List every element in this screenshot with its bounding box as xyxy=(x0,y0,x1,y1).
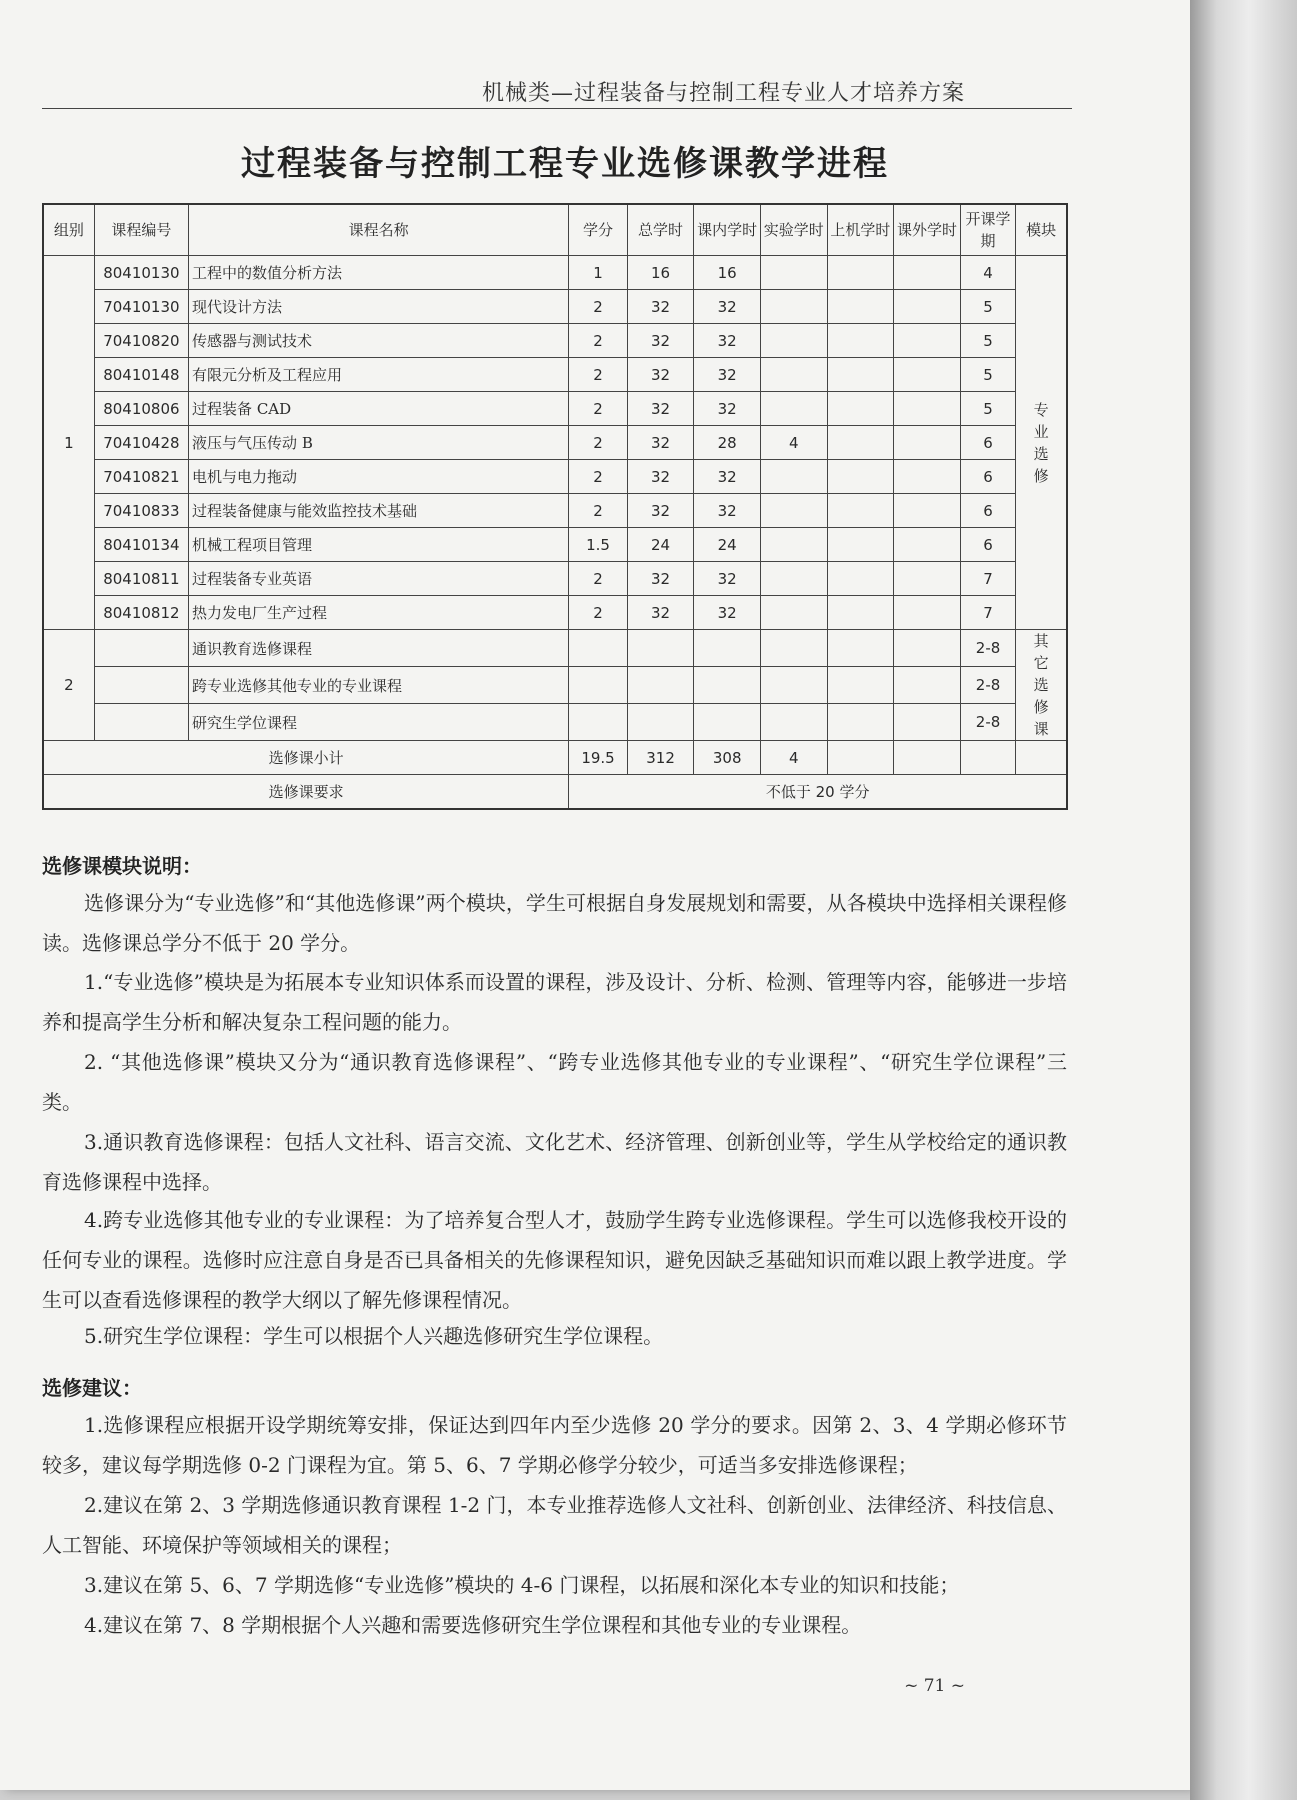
course-name: 电机与电力拖动 xyxy=(189,460,569,494)
empty-cell xyxy=(827,630,894,667)
header-name: 课程名称 xyxy=(189,204,569,256)
course-lab-hours xyxy=(761,494,828,528)
course-code: 80410812 xyxy=(94,596,188,630)
empty-cell xyxy=(694,630,761,667)
course-extra-hours xyxy=(894,460,961,494)
subtotal-row xyxy=(43,741,1067,775)
course-class-hours: 32 xyxy=(694,358,761,392)
course-code: 80410130 xyxy=(94,256,188,290)
empty-cell xyxy=(627,667,694,704)
table-row xyxy=(43,324,1067,358)
course-name: 机械工程项目管理 xyxy=(189,528,569,562)
header-extra-hours: 课外学时 xyxy=(894,204,961,256)
course-total-hours: 32 xyxy=(627,426,694,460)
course-name: 传感器与测试技术 xyxy=(189,324,569,358)
course-extra-hours xyxy=(894,426,961,460)
running-header: 机械类—过程装备与控制工程专业人才培养方案 xyxy=(481,81,965,106)
course-class-hours: 32 xyxy=(694,460,761,494)
course-credit: 2 xyxy=(569,324,627,358)
empty-cell xyxy=(761,630,828,667)
empty-cell xyxy=(569,704,627,741)
header-rule xyxy=(42,108,1072,109)
header-total-hours: 总学时 xyxy=(627,204,694,256)
course-computer-hours xyxy=(827,290,894,324)
empty-cell xyxy=(894,704,961,741)
course-total-hours: 32 xyxy=(627,392,694,426)
course-lab-hours xyxy=(761,562,828,596)
course-semester: 5 xyxy=(960,324,1015,358)
course-name: 现代设计方法 xyxy=(189,290,569,324)
table-row xyxy=(43,596,1067,630)
paragraph: 5.研究生学位课程：学生可以根据个人兴趣选修研究生学位课程。 xyxy=(84,1324,664,1348)
paragraph: 3.通识教育选修课程：包括人文社科、语言交流、文化艺术、经济管理、创新创业等，学生从学校给定的通识教育选修课程中选择。 xyxy=(42,1130,1067,1194)
course-semester: 2-8 xyxy=(960,630,1015,667)
course-name: 液压与气压传动 B xyxy=(189,426,569,460)
course-credit: 2 xyxy=(569,290,627,324)
advice-section-heading: 选修建议： xyxy=(42,1376,142,1400)
course-lab-hours: 4 xyxy=(761,426,828,460)
empty-cell xyxy=(569,667,627,704)
table-row xyxy=(43,290,1067,324)
course-total-hours: 32 xyxy=(627,494,694,528)
course-credit: 2 xyxy=(569,494,627,528)
course-code: 70410130 xyxy=(94,290,188,324)
course-semester: 4 xyxy=(960,256,1015,290)
paragraph: 1.“专业选修”模块是为拓展本专业知识体系而设置的课程，涉及设计、分析、检测、管理等内容，能够进一步培养和提高学生分析和解决复杂工程问题的能力。 xyxy=(42,970,1067,1034)
course-code: 80410806 xyxy=(94,392,188,426)
course-semester: 5 xyxy=(960,290,1015,324)
course-class-hours: 32 xyxy=(694,290,761,324)
course-lab-hours xyxy=(761,392,828,426)
course-total-hours: 32 xyxy=(627,460,694,494)
course-extra-hours xyxy=(894,256,961,290)
course-name: 跨专业选修其他专业的专业课程 xyxy=(189,667,569,704)
header-lab-hours: 实验学时 xyxy=(761,204,828,256)
empty-cell xyxy=(761,704,828,741)
table-row xyxy=(43,494,1067,528)
page-title: 过程装备与控制工程专业选修课教学进程 xyxy=(241,144,889,184)
requirement-row xyxy=(43,775,1067,810)
course-computer-hours xyxy=(827,426,894,460)
empty-cell xyxy=(761,667,828,704)
course-name: 工程中的数值分析方法 xyxy=(189,256,569,290)
course-semester: 7 xyxy=(960,596,1015,630)
requirement-value: 不低于 20 学分 xyxy=(569,775,1067,810)
course-extra-hours xyxy=(894,324,961,358)
course-name: 过程装备 CAD xyxy=(189,392,569,426)
course-computer-hours xyxy=(827,324,894,358)
subtotal-lab-hours: 4 xyxy=(761,741,828,775)
empty-cell xyxy=(827,741,894,775)
page-edge-shadow xyxy=(1190,0,1297,1800)
course-credit: 2 xyxy=(569,562,627,596)
course-lab-hours xyxy=(761,460,828,494)
table-header-row xyxy=(43,204,1067,256)
course-name: 热力发电厂生产过程 xyxy=(189,596,569,630)
course-name: 有限元分析及工程应用 xyxy=(189,358,569,392)
course-computer-hours xyxy=(827,494,894,528)
course-total-hours: 32 xyxy=(627,562,694,596)
empty-cell xyxy=(627,704,694,741)
course-name: 研究生学位课程 xyxy=(189,704,569,741)
subtotal-total-hours: 312 xyxy=(627,741,694,775)
paragraph: 1.选修课程应根据开设学期统筹安排，保证达到四年内至少选修 20 学分的要求。因第 2、3、4 学期必修环节较多，建议每学期选修 0-2 门课程为宜。第 5、6、7 学期必修学分较少，可适当多安排选修课程； xyxy=(42,1413,1067,1477)
course-class-hours: 32 xyxy=(694,494,761,528)
course-computer-hours xyxy=(827,528,894,562)
course-code xyxy=(94,667,188,704)
table-row xyxy=(43,426,1067,460)
table-row xyxy=(43,630,1067,667)
course-code xyxy=(94,704,188,741)
course-code: 80410811 xyxy=(94,562,188,596)
module-section-heading: 选修课模块说明： xyxy=(42,854,202,878)
course-total-hours: 24 xyxy=(627,528,694,562)
table-row xyxy=(43,528,1067,562)
header-semester: 开课学期 xyxy=(960,204,1015,256)
course-credit: 2 xyxy=(569,358,627,392)
course-lab-hours xyxy=(761,596,828,630)
empty-cell xyxy=(569,630,627,667)
course-lab-hours xyxy=(761,324,828,358)
course-code: 70410821 xyxy=(94,460,188,494)
module-label: 专业选修 xyxy=(1016,256,1067,630)
course-extra-hours xyxy=(894,290,961,324)
empty-cell xyxy=(894,741,961,775)
header-credit: 学分 xyxy=(569,204,627,256)
course-name: 过程装备健康与能效监控技术基础 xyxy=(189,494,569,528)
course-total-hours: 16 xyxy=(627,256,694,290)
table-row xyxy=(43,392,1067,426)
course-total-hours: 32 xyxy=(627,596,694,630)
empty-cell xyxy=(827,704,894,741)
course-class-hours: 16 xyxy=(694,256,761,290)
course-table xyxy=(42,203,1068,810)
course-computer-hours xyxy=(827,460,894,494)
header-computer-hours: 上机学时 xyxy=(827,204,894,256)
course-class-hours: 32 xyxy=(694,324,761,358)
course-semester: 6 xyxy=(960,460,1015,494)
course-lab-hours xyxy=(761,528,828,562)
requirement-label: 选修课要求 xyxy=(43,775,569,810)
course-extra-hours xyxy=(894,528,961,562)
paragraph: 3.建议在第 5、6、7 学期选修“专业选修”模块的 4-6 门课程，以拓展和深化本专业的知识和技能； xyxy=(84,1573,960,1597)
table-row xyxy=(43,667,1067,704)
course-code: 70410820 xyxy=(94,324,188,358)
table-row xyxy=(43,256,1067,290)
course-lab-hours xyxy=(761,256,828,290)
header-group: 组别 xyxy=(43,204,94,256)
group-label: 2 xyxy=(43,630,94,741)
course-credit: 2 xyxy=(569,460,627,494)
course-extra-hours xyxy=(894,596,961,630)
table-row xyxy=(43,358,1067,392)
course-semester: 6 xyxy=(960,494,1015,528)
empty-cell xyxy=(960,741,1015,775)
course-class-hours: 24 xyxy=(694,528,761,562)
course-total-hours: 32 xyxy=(627,324,694,358)
empty-cell xyxy=(827,667,894,704)
course-credit: 1.5 xyxy=(569,528,627,562)
course-computer-hours xyxy=(827,358,894,392)
course-code xyxy=(94,630,188,667)
empty-cell xyxy=(694,667,761,704)
header-class-hours: 课内学时 xyxy=(694,204,761,256)
course-semester: 7 xyxy=(960,562,1015,596)
course-extra-hours xyxy=(894,392,961,426)
course-computer-hours xyxy=(827,596,894,630)
empty-cell xyxy=(694,704,761,741)
course-semester: 2-8 xyxy=(960,667,1015,704)
paragraph: 4.跨专业选修其他专业的专业课程：为了培养复合型人才，鼓励学生跨专业选修课程。学生可以选修我校开设的任何专业的课程。选修时应注意自身是否已具备相关的先修课程知识，避免因缺乏基础知识而难以跟上教学进度。学生可以查看选修课程的教学大纲以了解先修课程情况。 xyxy=(42,1208,1067,1312)
course-class-hours: 32 xyxy=(694,562,761,596)
module-label: 其它选修课 xyxy=(1016,630,1067,741)
empty-cell xyxy=(894,630,961,667)
paragraph: 选修课分为“专业选修”和“其他选修课”两个模块，学生可根据自身发展规划和需要，从各模块中选择相关课程修读。选修课总学分不低于 20 学分。 xyxy=(42,891,1067,955)
course-computer-hours xyxy=(827,392,894,426)
course-semester: 6 xyxy=(960,426,1015,460)
group-label: 1 xyxy=(43,256,94,630)
header-module: 模块 xyxy=(1016,204,1067,256)
table-row xyxy=(43,460,1067,494)
course-code: 70410833 xyxy=(94,494,188,528)
course-lab-hours xyxy=(761,358,828,392)
course-code: 70410428 xyxy=(94,426,188,460)
paragraph: 2.建议在第 2、3 学期选修通识教育课程 1-2 门，本专业推荐选修人文社科、创新创业、法律经济、科技信息、人工智能、环境保护等领域相关的课程； xyxy=(42,1493,1067,1557)
paragraph: 2. “其他选修课”模块又分为“通识教育选修课程”、“跨专业选修其他专业的专业课程”、“研究生学位课程”三类。 xyxy=(42,1050,1067,1114)
course-code: 80410148 xyxy=(94,358,188,392)
subtotal-label: 选修课小计 xyxy=(43,741,569,775)
subtotal-credit: 19.5 xyxy=(569,741,627,775)
course-extra-hours xyxy=(894,494,961,528)
empty-cell xyxy=(894,667,961,704)
course-class-hours: 32 xyxy=(694,392,761,426)
page-number: ~ 71 ~ xyxy=(904,1676,965,1696)
course-credit: 2 xyxy=(569,392,627,426)
course-class-hours: 32 xyxy=(694,596,761,630)
course-credit: 2 xyxy=(569,426,627,460)
course-name: 过程装备专业英语 xyxy=(189,562,569,596)
course-semester: 5 xyxy=(960,358,1015,392)
paragraph: 4.建议在第 7、8 学期根据个人兴趣和需要选修研究生学位课程和其他专业的专业课程。 xyxy=(84,1613,862,1637)
course-semester: 6 xyxy=(960,528,1015,562)
course-code: 80410134 xyxy=(94,528,188,562)
course-total-hours: 32 xyxy=(627,290,694,324)
course-semester: 5 xyxy=(960,392,1015,426)
empty-cell xyxy=(1016,741,1067,775)
course-lab-hours xyxy=(761,290,828,324)
header-code: 课程编号 xyxy=(94,204,188,256)
course-computer-hours xyxy=(827,256,894,290)
course-class-hours: 28 xyxy=(694,426,761,460)
course-total-hours: 32 xyxy=(627,358,694,392)
subtotal-class-hours: 308 xyxy=(694,741,761,775)
course-semester: 2-8 xyxy=(960,704,1015,741)
empty-cell xyxy=(627,630,694,667)
course-credit: 2 xyxy=(569,596,627,630)
course-credit: 1 xyxy=(569,256,627,290)
course-extra-hours xyxy=(894,562,961,596)
table-row xyxy=(43,562,1067,596)
table-row xyxy=(43,704,1067,741)
course-name: 通识教育选修课程 xyxy=(189,630,569,667)
course-extra-hours xyxy=(894,358,961,392)
course-computer-hours xyxy=(827,562,894,596)
